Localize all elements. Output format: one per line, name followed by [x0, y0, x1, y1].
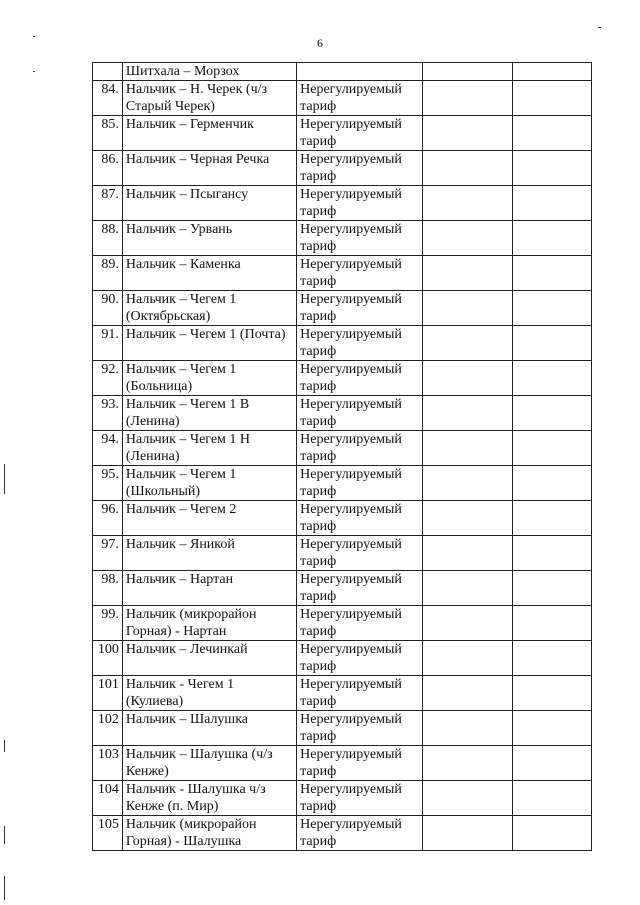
- tariff-cell: Нерегулируемый тариф: [297, 326, 423, 361]
- route-name-cell: Нальчик – Псыгансу: [122, 186, 296, 221]
- empty-cell: [512, 431, 591, 466]
- route-name-cell: Нальчик - Чегем 1 (Кулиева): [122, 676, 296, 711]
- route-name-cell: Нальчик – Чегем 1 (Больница): [122, 361, 296, 396]
- row-number-cell: 98.: [93, 571, 123, 606]
- tariff-cell: Нерегулируемый тариф: [297, 396, 423, 431]
- empty-cell: [512, 816, 591, 851]
- empty-cell: [512, 606, 591, 641]
- route-name-cell: Нальчик – Урвань: [122, 221, 296, 256]
- route-name-cell: Нальчик – Н. Черек (ч/з Старый Черек): [122, 81, 296, 116]
- empty-cell: [512, 571, 591, 606]
- empty-cell: [512, 186, 591, 221]
- empty-cell: [422, 431, 512, 466]
- row-number-cell: 96.: [93, 501, 123, 536]
- empty-cell: [422, 361, 512, 396]
- empty-cell: [422, 116, 512, 151]
- route-name-cell: Нальчик – Яникой: [122, 536, 296, 571]
- empty-cell: [512, 116, 591, 151]
- empty-cell: [422, 63, 512, 81]
- tariff-cell: Нерегулируемый тариф: [297, 256, 423, 291]
- empty-cell: [422, 816, 512, 851]
- scan-mark: [4, 876, 5, 900]
- empty-cell: [512, 396, 591, 431]
- empty-cell: [512, 151, 591, 186]
- route-name-cell: Нальчик – Шалушка: [122, 711, 296, 746]
- tariff-cell: Нерегулируемый тариф: [297, 466, 423, 501]
- tariff-cell: Нерегулируемый тариф: [297, 186, 423, 221]
- table-row: [93, 431, 592, 466]
- row-number-cell: 104: [93, 781, 123, 816]
- table-row: [93, 396, 592, 431]
- empty-cell: [422, 781, 512, 816]
- row-number-cell: 87.: [93, 186, 123, 221]
- row-number-cell: 103: [93, 746, 123, 781]
- empty-cell: [422, 81, 512, 116]
- table-row: [93, 186, 592, 221]
- tariff-cell: Нерегулируемый тариф: [297, 361, 423, 396]
- scan-mark: [33, 71, 35, 72]
- empty-cell: [422, 711, 512, 746]
- route-name-cell: Нальчик – Шалушка (ч/з Кенже): [122, 746, 296, 781]
- row-number-cell: 84.: [93, 81, 123, 116]
- empty-cell: [512, 221, 591, 256]
- tariff-cell: Нерегулируемый тариф: [297, 291, 423, 326]
- table-row: [93, 746, 592, 781]
- table-row: [93, 571, 592, 606]
- row-number-cell: 86.: [93, 151, 123, 186]
- row-number-cell: 92.: [93, 361, 123, 396]
- table-row: [93, 606, 592, 641]
- empty-cell: [512, 81, 591, 116]
- tariff-cell: Нерегулируемый тариф: [297, 816, 423, 851]
- table-row: [93, 116, 592, 151]
- tariff-cell: Нерегулируемый тариф: [297, 606, 423, 641]
- row-number-cell: 91.: [93, 326, 123, 361]
- empty-cell: [512, 711, 591, 746]
- table-row: [93, 151, 592, 186]
- route-name-cell: Нальчик – Герменчик: [122, 116, 296, 151]
- route-name-cell: Нальчик (микрорайон Горная) - Нартан: [122, 606, 296, 641]
- table-row: [93, 816, 592, 851]
- scan-mark: [33, 36, 35, 37]
- page-number: 6: [317, 36, 323, 50]
- row-number-cell: 89.: [93, 256, 123, 291]
- table-row: [93, 256, 592, 291]
- empty-cell: [422, 501, 512, 536]
- row-number-cell: [93, 63, 123, 81]
- empty-cell: [422, 396, 512, 431]
- route-name-cell: Нальчик – Чегем 1 В (Ленина): [122, 396, 296, 431]
- row-number-cell: 97.: [93, 536, 123, 571]
- empty-cell: [422, 186, 512, 221]
- table-row-continued: [93, 63, 592, 81]
- tariff-cell: Нерегулируемый тариф: [297, 571, 423, 606]
- row-number-cell: 95.: [93, 466, 123, 501]
- table-row: [93, 676, 592, 711]
- tariff-cell: [297, 63, 423, 81]
- tariff-cell: Нерегулируемый тариф: [297, 676, 423, 711]
- empty-cell: [422, 571, 512, 606]
- row-number-cell: 100: [93, 641, 123, 676]
- row-number-cell: 88.: [93, 221, 123, 256]
- route-name-cell: Шитхала – Морзох: [122, 63, 296, 81]
- empty-cell: [422, 746, 512, 781]
- empty-cell: [422, 326, 512, 361]
- tariff-cell: Нерегулируемый тариф: [297, 221, 423, 256]
- row-number-cell: 101: [93, 676, 123, 711]
- table-row: [93, 711, 592, 746]
- route-name-cell: Нальчик – Нартан: [122, 571, 296, 606]
- route-name-cell: Нальчик - Шалушка ч/з Кенже (п. Мир): [122, 781, 296, 816]
- table-row: [93, 361, 592, 396]
- table-row: [93, 501, 592, 536]
- route-name-cell: Нальчик – Чегем 2: [122, 501, 296, 536]
- empty-cell: [422, 151, 512, 186]
- scan-mark: [4, 740, 5, 752]
- route-name-cell: Нальчик (микрорайон Горная) - Шалушка: [122, 816, 296, 851]
- empty-cell: [422, 536, 512, 571]
- route-name-cell: Нальчик – Чегем 1 (Почта): [122, 326, 296, 361]
- row-number-cell: 93.: [93, 396, 123, 431]
- empty-cell: [422, 256, 512, 291]
- scan-mark: [4, 826, 5, 844]
- table-row: [93, 641, 592, 676]
- tariff-cell: Нерегулируемый тариф: [297, 711, 423, 746]
- tariff-cell: Нерегулируемый тариф: [297, 641, 423, 676]
- empty-cell: [422, 221, 512, 256]
- empty-cell: [512, 291, 591, 326]
- table-row: [93, 291, 592, 326]
- empty-cell: [422, 676, 512, 711]
- empty-cell: [512, 466, 591, 501]
- routes-table: [92, 62, 592, 851]
- table-row: [93, 81, 592, 116]
- empty-cell: [422, 291, 512, 326]
- route-name-cell: Нальчик – Лечинкай: [122, 641, 296, 676]
- route-name-cell: Нальчик – Чегем 1 Н (Ленина): [122, 431, 296, 466]
- table-row: [93, 326, 592, 361]
- table-row: [93, 536, 592, 571]
- row-number-cell: 105: [93, 816, 123, 851]
- table-row: [93, 781, 592, 816]
- empty-cell: [512, 256, 591, 291]
- route-name-cell: Нальчик – Каменка: [122, 256, 296, 291]
- route-name-cell: Нальчик – Чегем 1 (Школьный): [122, 466, 296, 501]
- empty-cell: [512, 63, 591, 81]
- empty-cell: [512, 641, 591, 676]
- tariff-cell: Нерегулируемый тариф: [297, 81, 423, 116]
- tariff-cell: Нерегулируемый тариф: [297, 536, 423, 571]
- empty-cell: [512, 326, 591, 361]
- empty-cell: [512, 536, 591, 571]
- tariff-cell: Нерегулируемый тариф: [297, 151, 423, 186]
- empty-cell: [512, 746, 591, 781]
- tariff-cell: Нерегулируемый тариф: [297, 746, 423, 781]
- empty-cell: [422, 466, 512, 501]
- table-row: [93, 221, 592, 256]
- row-number-cell: 85.: [93, 116, 123, 151]
- scan-mark: [598, 27, 601, 28]
- route-name-cell: Нальчик – Чегем 1 (Октябрьская): [122, 291, 296, 326]
- route-name-cell: Нальчик – Черная Речка: [122, 151, 296, 186]
- empty-cell: [512, 361, 591, 396]
- tariff-cell: Нерегулируемый тариф: [297, 781, 423, 816]
- table-row: [93, 466, 592, 501]
- empty-cell: [512, 501, 591, 536]
- tariff-cell: Нерегулируемый тариф: [297, 501, 423, 536]
- row-number-cell: 102: [93, 711, 123, 746]
- row-number-cell: 94.: [93, 431, 123, 466]
- empty-cell: [512, 676, 591, 711]
- empty-cell: [422, 606, 512, 641]
- tariff-cell: Нерегулируемый тариф: [297, 431, 423, 466]
- empty-cell: [422, 641, 512, 676]
- empty-cell: [512, 781, 591, 816]
- scan-mark: [4, 464, 5, 494]
- row-number-cell: 90.: [93, 291, 123, 326]
- row-number-cell: 99.: [93, 606, 123, 641]
- tariff-cell: Нерегулируемый тариф: [297, 116, 423, 151]
